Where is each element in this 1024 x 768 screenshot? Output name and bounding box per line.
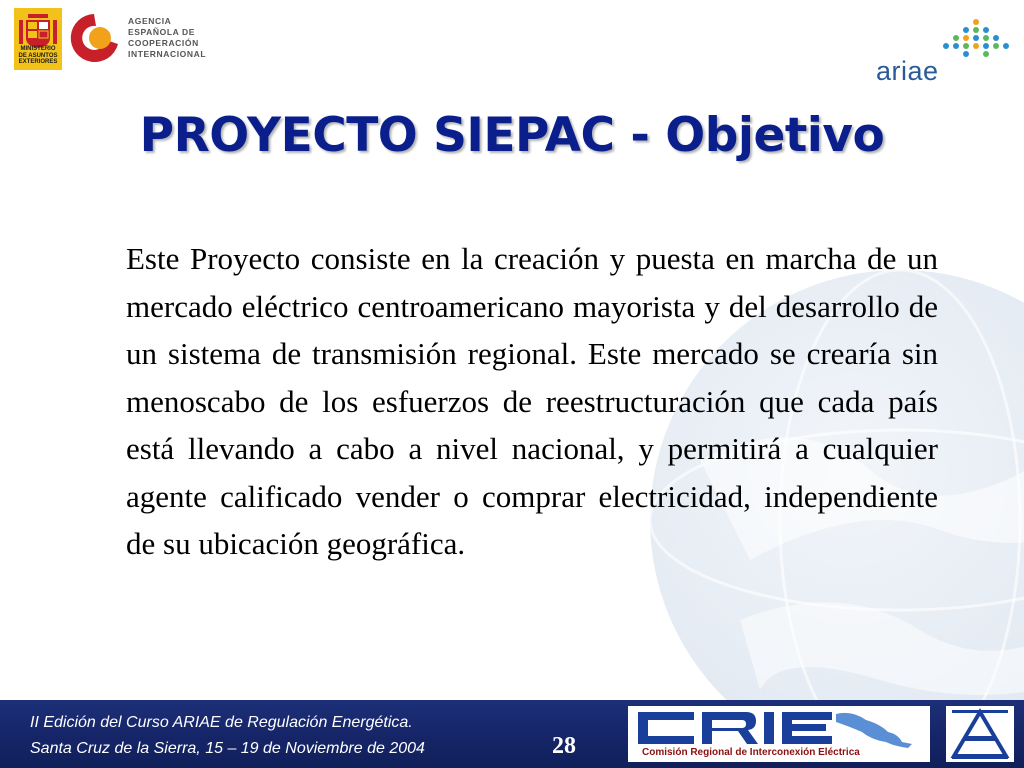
footer-location-line: Santa Cruz de la Sierra, 15 – 19 de Noviembre de 2004 xyxy=(30,740,425,757)
crie-logo xyxy=(628,706,930,762)
crie-caption: Comisión Regional de Interconexión Eléctrica xyxy=(642,747,860,758)
footer-course-line: II Edición del Curso ARIAE de Regulación Energética. xyxy=(30,714,413,731)
ariae-label: ariae xyxy=(876,56,939,86)
body-paragraph: Este Proyecto consiste en la creación y puesta en marcha de un mercado eléctrico centroamericano mayorista y del desarrollo de un sistema de transmisión regional. Este mercado se crearía sin menoscabo de los esfuerzos de reestructuración que cada país está llevando a cabo a nivel nacional, y permitirá a cualquier agente calificado vender o comprar electricidad, independiente de su ubicación geográfica. xyxy=(126,241,938,561)
footer-bar xyxy=(0,700,1024,768)
agency-label: AGENCIA ESPAÑOLA DE COOPERACIÓN INTERNACIONAL xyxy=(128,16,207,59)
slide-title: PROYECTO SIEPAC - Objetivo xyxy=(139,108,885,163)
aecid-logo-icon xyxy=(66,10,122,66)
page-number: 28 xyxy=(552,733,576,759)
ministry-label: MINISTERIO DE ASUNTOS EXTERIORES xyxy=(18,46,58,65)
pyramid-logo-icon xyxy=(946,706,1014,762)
ariae-dots-icon xyxy=(938,16,1014,62)
